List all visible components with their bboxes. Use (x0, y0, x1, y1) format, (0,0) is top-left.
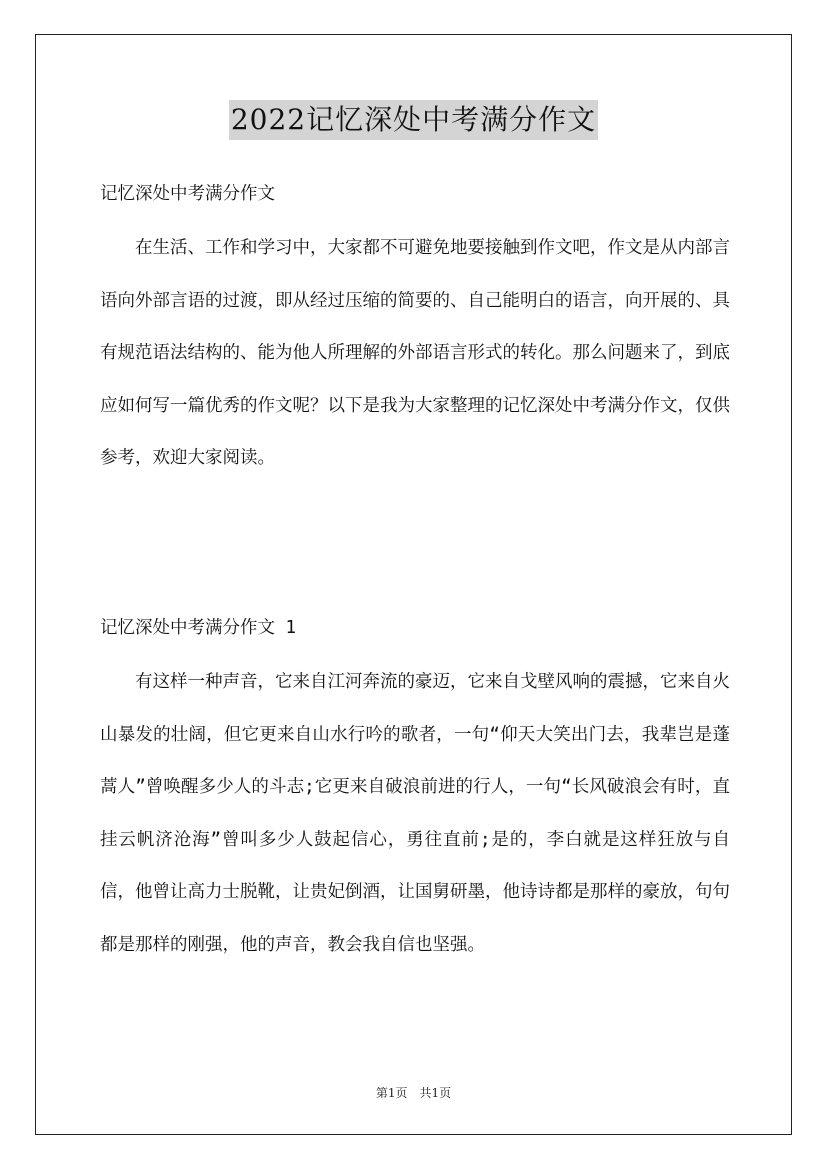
section-heading: 记忆深处中考满分作文 1 (100, 618, 297, 638)
subtitle: 记忆深处中考满分作文 (100, 184, 275, 204)
title-container (0, 100, 827, 140)
section-body-paragraph: 有这样一种声音，它来自江河奔流的豪迈，它来自戈壁风响的震撼，它来自火山暴发的壮阔，但它更来自山水行吟的歌者，一句“仰天大笑出门去，我辈岂是蓬蒿人”曾唤醒多少人的斗志;它更来自破浪前进的行人，一句“长风破浪会有时，直挂云帆济沧海”曾叫多少人鼓起信心，勇往直前;是的，李白就是这样狂放与自信，他曾让高力士脱靴，让贵妃倒酒，让国舅研墨，他诗诗都是那样的豪放，句句都是那样的刚强，他的声音，教会我自信也坚强。 (100, 672, 730, 955)
page-number: 第1页 共1页 (375, 1086, 452, 1100)
document-title: 2022记忆深处中考满分作文 (229, 100, 598, 140)
intro-paragraph: 在生活、工作和学习中，大家都不可避免地要接触到作文吧，作文是从内部言语向外部言语的过渡，即从经过压缩的简要的、自己能明白的语言，向开展的、具有规范语法结构的、能为他人所理解的外部语言形式的转化。那么问题来了，到底应如何写一篇优秀的作文呢？以下是我为大家整理的记忆深处中考满分作文，仅供参考，欢迎大家阅读。 (100, 238, 730, 469)
